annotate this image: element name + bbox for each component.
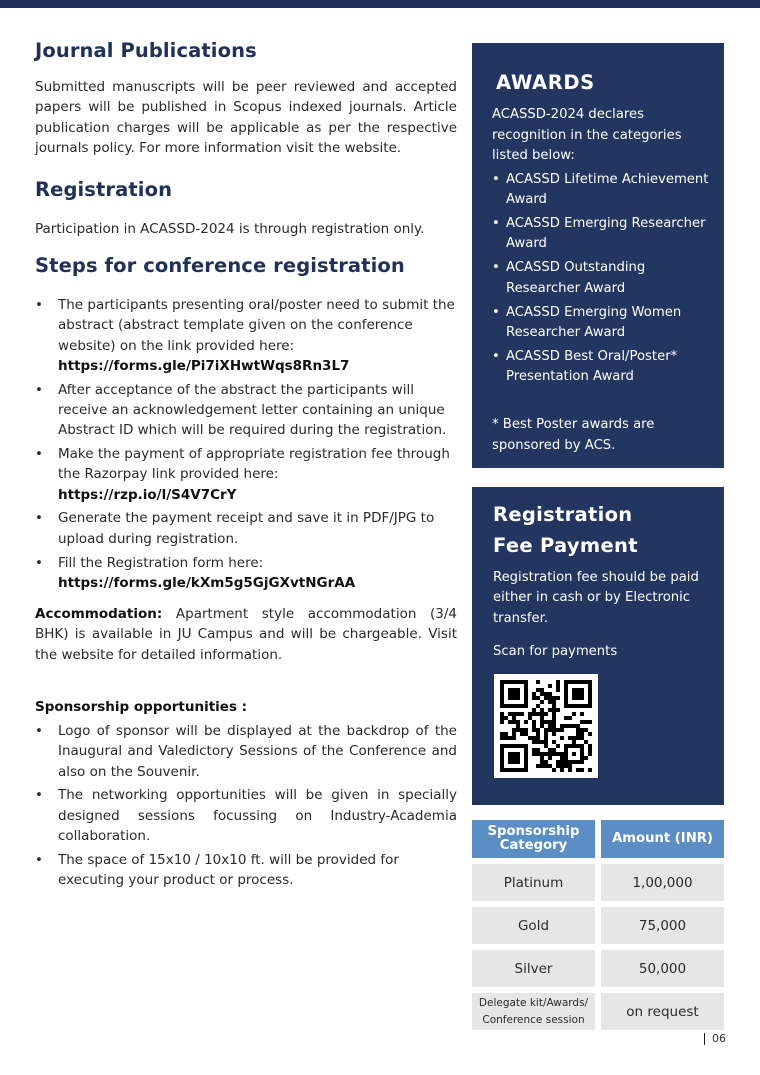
fee-text: Registration fee should be paid either in cash or by Electronic transfer. <box>493 570 699 626</box>
accommodation-text: Accommodation: Apartment style accommodation (3/4 BHK) is available in JU Campus and will be chargeable. Visit the website for detailed information. <box>35 606 457 663</box>
list-item: • ACASSD Emerging Researcher Award <box>492 216 706 252</box>
list-item: • ACASSD Best Oral/Poster* Presentation Award <box>492 348 678 385</box>
list-item: • The networking opportunities will be given in specially designed sessions focussing on Industry-Academia collaboration. <box>35 787 457 844</box>
accommodation-label: Accommodation: <box>35 606 163 622</box>
table-cell-category: Platinum <box>472 864 595 901</box>
table-header-category: Sponsorship Category <box>472 820 595 858</box>
sponsorship-list <box>35 721 457 894</box>
fee-payment-panel <box>472 487 724 805</box>
razorpay-link[interactable]: https://rzp.io/l/S4V7CrY <box>58 486 237 503</box>
awards-intro: ACASSD-2024 declares recognition in the categories listed below: <box>492 107 682 163</box>
top-bar <box>0 0 760 8</box>
registration-form-link[interactable]: https://forms.gle/kXm5g5GjGXvtNGrAA <box>58 574 356 591</box>
table-cell-amount: on request <box>601 993 724 1030</box>
steps-heading: Steps for conference registration <box>35 254 405 277</box>
table-header-amount: Amount (INR) <box>601 820 724 858</box>
qr-code-icon <box>500 680 592 772</box>
table-cell-amount: 50,000 <box>601 950 724 987</box>
page-number: 06 <box>704 1033 726 1045</box>
list-item: • After acceptance of the abstract the participants will receive an acknowledgement letter containing an unique Abstract ID which will be required during the registration. <box>35 381 447 439</box>
list-item: • Logo of sponsor will be displayed at the backdrop of the Inaugural and Valedictory Sessions of the Conference and also on the Souvenir. <box>35 723 457 780</box>
table-cell-amount: 75,000 <box>601 907 724 944</box>
table-cell-category: Silver <box>472 950 595 987</box>
list-item: • The participants presenting oral/poster need to submit the abstract (abstract template given on the conference website) on the link provided here: https://forms.gle/Pi7iXHwtWqs8Rn3L7 <box>35 297 455 374</box>
fee-heading: Registration Fee Payment <box>493 503 638 557</box>
list-item: • Make the payment of appropriate registration fee through the Razorpay link provided here: https://rzp.io/l/S4V7CrY <box>35 446 450 503</box>
scan-label: Scan for payments <box>493 644 618 659</box>
awards-list <box>492 170 717 391</box>
table-cell-category: Delegate kit/Awards/ Conference session <box>472 993 595 1030</box>
awards-heading: AWARDS <box>496 71 595 94</box>
list-item: • ACASSD Outstanding Researcher Award <box>492 260 646 296</box>
list-item: • ACASSD Emerging Women Researcher Award <box>492 304 682 340</box>
list-item: • Generate the payment receipt and save it in PDF/JPG to upload during registration. <box>35 510 435 547</box>
registration-heading: Registration <box>35 178 173 201</box>
sponsorship-heading: Sponsorship opportunities : <box>35 699 248 715</box>
registration-text: Participation in ACASSD-2024 is through registration only. <box>35 221 425 237</box>
awards-panel <box>472 43 724 468</box>
abstract-form-link[interactable]: https://forms.gle/Pi7iXHwtWqs8Rn3L7 <box>58 357 350 374</box>
journal-text: Submitted manuscripts will be peer reviewed and accepted papers will be published in Scopus indexed journals. Article publication charges will be applicable as per the respective journals policy. For more information visit the website. <box>35 79 457 156</box>
awards-note: * Best Poster awards are sponsored by ACS. <box>492 417 655 453</box>
table-cell-amount: 1,00,000 <box>601 864 724 901</box>
list-item: • Fill the Registration form here: https://forms.gle/kXm5g5GjGXvtNGrAA <box>35 554 356 591</box>
table-cell-category: Gold <box>472 907 595 944</box>
payment-qr-code[interactable] <box>494 674 598 778</box>
steps-list <box>35 295 457 597</box>
list-item: • The space of 15x10 / 10x10 ft. will be provided for executing your product or process. <box>35 851 399 889</box>
list-item: • ACASSD Lifetime Achievement Award <box>492 172 709 208</box>
journal-heading: Journal Publications <box>35 39 257 62</box>
